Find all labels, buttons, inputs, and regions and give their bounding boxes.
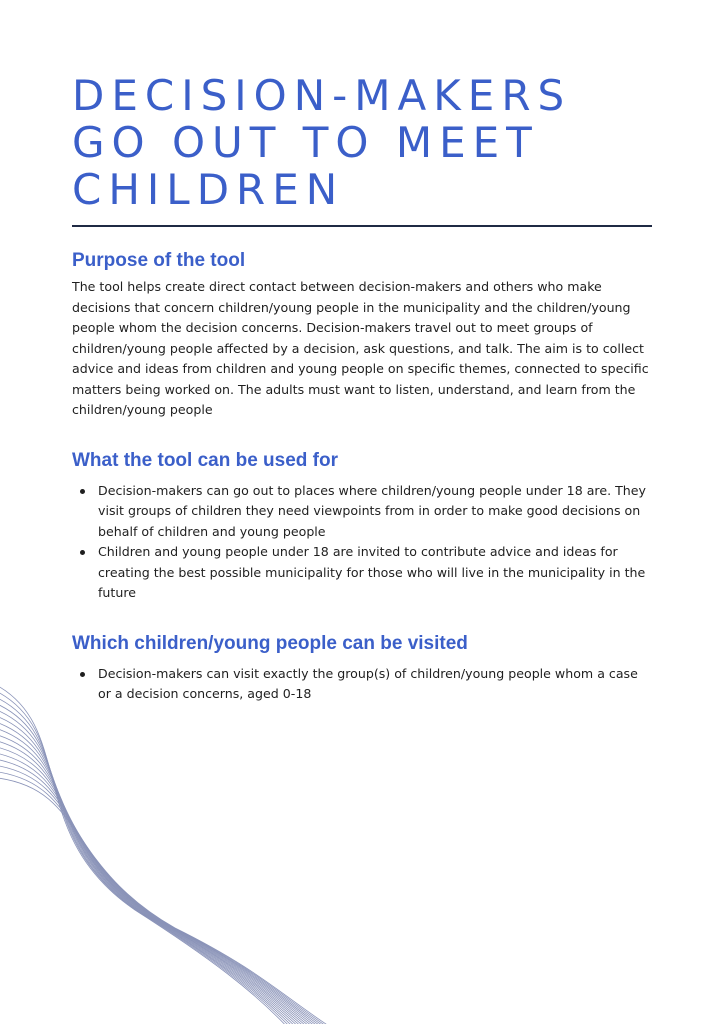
list-item-text: Decision-makers can visit exactly the group(s) of children/young people whom a case or a decision concerns, aged 0-18 <box>98 665 638 701</box>
list-item <box>72 481 652 543</box>
wave-line <box>0 723 308 1024</box>
page-title: DECISION-MAKERS GO OUT TO MEET CHILDREN <box>72 71 572 214</box>
section-heading-who: Which children/young people can be visited <box>72 632 468 654</box>
wave-line <box>0 760 326 1024</box>
wave-line <box>0 686 290 1024</box>
wave-line <box>0 778 335 1024</box>
section-heading-purpose: Purpose of the tool <box>72 250 246 271</box>
purpose-paragraph: The tool helps create direct contact between decision-makers and others who make decisions that concern children/young people in the municipality and the children/young people whom the decision concerns. Decision-makers travel out to meet groups of children/young people affected by a decision, ask questions, and talk. The aim is to collect advice and ideas from children and young people on specific themes, connected to specific matters being worked on. The adults must want to listen, understand, and learn from the children/young people <box>72 279 649 417</box>
section-uses <box>72 449 652 604</box>
wave-line <box>0 741 317 1024</box>
wave-line <box>0 698 296 1024</box>
wave-line <box>0 729 311 1024</box>
wave-line <box>0 735 314 1024</box>
bullet-dot-icon <box>80 489 85 494</box>
section-purpose <box>72 249 652 421</box>
wave-line <box>0 772 332 1024</box>
wave-line <box>0 766 329 1024</box>
list-item-text: Children and young people under 18 are invited to contribute advice and ideas for creating the best possible municipality for those who will live in the municipality in the future <box>98 544 646 600</box>
uses-bullet-list <box>72 481 652 604</box>
section-who <box>72 632 652 705</box>
list-item-text: Decision-makers can go out to places where children/young people under 18 are. They visit groups of children they need viewpoints from in order to make good decisions on behalf of children and young people <box>98 482 646 539</box>
wave-line <box>0 754 323 1024</box>
bullet-dot-icon <box>80 550 85 555</box>
wave-line <box>0 704 299 1024</box>
wave-line <box>0 692 293 1024</box>
document-page <box>72 72 652 705</box>
wave-line <box>0 747 320 1024</box>
bullet-dot-icon <box>80 672 85 677</box>
list-item <box>72 542 652 604</box>
wave-line <box>0 711 302 1024</box>
who-bullet-list <box>72 664 652 705</box>
list-item <box>72 664 652 705</box>
wave-line <box>0 717 305 1024</box>
section-heading-uses: What the tool can be used for <box>72 449 339 471</box>
title-divider <box>72 225 652 227</box>
